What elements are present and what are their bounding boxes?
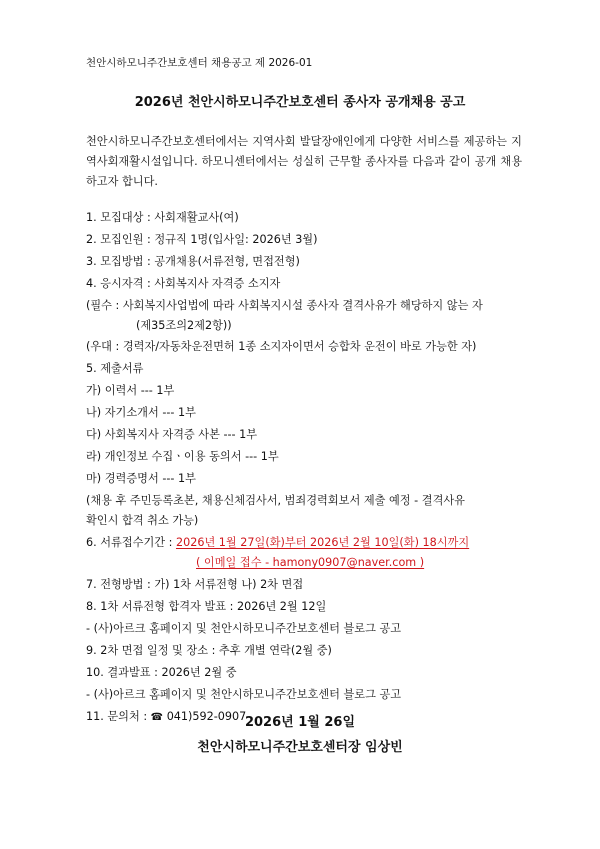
- item-first-result: 8. 1차 서류전형 합격자 발표 : 2026년 2월 12일: [86, 600, 327, 613]
- notice-number: 천안시하모니주간보호센터 채용공고 제 2026-01: [86, 57, 313, 69]
- page-title: 2026년 천안시하모니주간보호센터 종사자 공개채용 공고: [134, 95, 466, 110]
- document-item: 마) 경력증명서 --- 1부: [86, 472, 196, 485]
- application-period-label: 6. 서류접수기간 :: [86, 536, 176, 549]
- phone-icon: ☎: [150, 712, 164, 723]
- document-item: 다) 사회복지사 자격증 사본 --- 1부: [86, 428, 258, 441]
- application-period-value: 2026년 1월 27일(화)부터 2026년 2월 10일(화) 18시까지: [175, 536, 470, 549]
- preferred-note: (우대 : 경력자/자동차운전면허 1종 소지자이면서 승합차 운전이 바로 가능한 자): [86, 340, 477, 353]
- item-selection: 7. 전형방법 : 가) 1차 서류전형 나) 2차 면접: [86, 578, 304, 591]
- contact-phone: 041)592-0907: [166, 710, 247, 723]
- contact-label: 11. 문의처 :: [86, 710, 151, 723]
- document-item: 가) 이력서 --- 1부: [86, 384, 175, 397]
- document-item: 라) 개인정보 수집ㆍ이용 동의서 --- 1부: [86, 450, 279, 463]
- item-method: 3. 모집방법 : 공개채용(서류전형, 면접전형): [86, 255, 300, 268]
- notice-date: 2026년 1월 26일: [244, 715, 356, 730]
- required-note-line1: (필수 : 사회복지사업법에 따라 사회복지시설 종사자 결격사유가 해당하지 않는 자: [86, 299, 483, 312]
- document-item: 나) 자기소개서 --- 1부: [86, 406, 196, 419]
- documents-heading: 5. 제출서류: [86, 362, 144, 375]
- item-final-result: 10. 결과발표 : 2026년 2월 중: [86, 666, 237, 679]
- documents-note-line1: (채용 후 주민등록초본, 채용신체검사서, 범죄경력회보서 제출 예정 - 결격사유: [86, 494, 465, 507]
- item-qualification: 4. 응시자격 : 사회복지사 자격증 소지자: [86, 277, 281, 290]
- item-interview: 9. 2차 면접 일정 및 장소 : 추후 개별 연락(2월 중): [86, 644, 332, 657]
- required-note-line2: (제35조의2제2항)): [136, 319, 232, 332]
- first-result-where: - (사)아르크 홈페이지 및 천안시하모니주간보호센터 블로그 공고: [86, 622, 402, 635]
- application-period: [86, 536, 469, 550]
- documents-note-line2: 확인시 합격 취소 가능): [86, 514, 199, 527]
- item-headcount: 2. 모집인원 : 정규직 1명(입사일: 2026년 3월): [86, 233, 318, 246]
- notice-signer: 천안시하모니주간보호센터장 임상빈: [197, 740, 403, 755]
- application-email: ( 이메일 접수 - hamony0907@naver.com ): [196, 556, 425, 569]
- intro-paragraph: 천안시하모니주간보호센터에서는 지역사회 발달장애인에게 다양한 서비스를 제공하는 지역사회재활시설입니다. 하모니센터에서는 성실히 근무할 종사자를 다음과 같이 공개 채용하고자 합니다.: [86, 135, 522, 188]
- item-target: 1. 모집대상 : 사회재활교사(여): [86, 211, 239, 224]
- final-result-where: - (사)아르크 홈페이지 및 천안시하모니주간보호센터 블로그 공고: [86, 688, 402, 701]
